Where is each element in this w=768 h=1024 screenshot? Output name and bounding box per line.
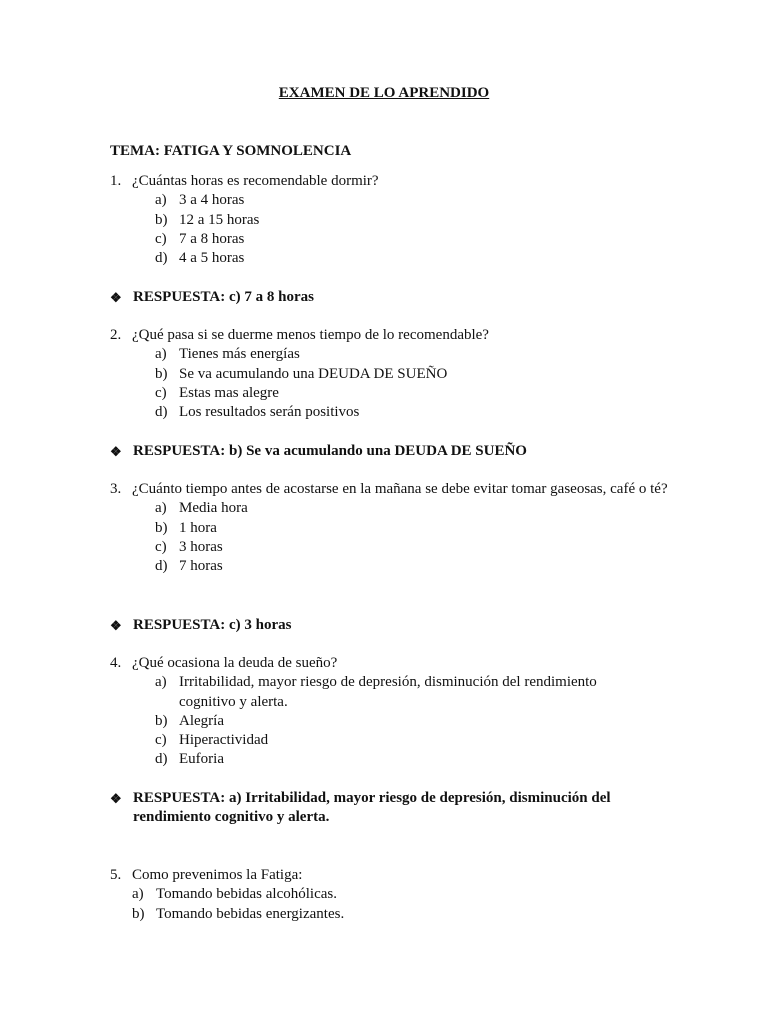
option-item — [155, 731, 625, 750]
exam-topic: TEMA: FATIGA Y SOMNOLENCIA — [110, 143, 352, 159]
option-list — [155, 673, 625, 769]
question-1 — [110, 172, 670, 268]
option-item — [155, 230, 670, 249]
option-item — [155, 403, 670, 422]
option-letter: c) — [155, 384, 167, 401]
question-number: 3. — [110, 481, 122, 497]
option-item — [155, 538, 670, 557]
option-item — [155, 345, 670, 364]
option-item — [155, 191, 670, 210]
question-text: ¿Qué pasa si se duerme menos tiempo de lo recomendable? — [132, 327, 489, 343]
option-letter: d) — [155, 404, 168, 421]
option-letter: c) — [155, 538, 167, 555]
diamond-bullet-icon: ❖ — [110, 791, 122, 806]
option-text: Alegría — [179, 712, 224, 729]
answer-2 — [110, 442, 670, 461]
option-letter: b) — [155, 712, 168, 729]
option-letter: a) — [155, 346, 167, 363]
answer-3 — [110, 616, 670, 635]
diamond-bullet-icon: ❖ — [110, 618, 122, 633]
option-item — [155, 519, 670, 538]
question-2 — [110, 326, 670, 422]
option-text: 7 horas — [179, 558, 223, 575]
option-letter: b) — [155, 519, 168, 536]
question-number: 5. — [110, 867, 122, 883]
answer-4 — [110, 789, 670, 828]
answer-text: RESPUESTA: b) Se va acumulando una DEUDA DE SUEÑO — [133, 443, 527, 459]
option-text: Los resultados serán positivos — [179, 404, 360, 421]
option-item — [132, 885, 670, 904]
option-text: 3 horas — [179, 538, 223, 555]
question-3 — [110, 480, 670, 576]
option-text: Hiperactividad — [179, 732, 269, 749]
answer-text: RESPUESTA: c) 7 a 8 horas — [133, 289, 314, 305]
option-text: Tomando bebidas energizantes. — [156, 905, 345, 922]
diamond-bullet-icon: ❖ — [110, 444, 122, 459]
option-item — [155, 365, 670, 384]
answer-text: RESPUESTA: c) 3 horas — [133, 617, 292, 633]
option-list — [155, 499, 670, 576]
question-text: ¿Cuántas horas es recomendable dormir? — [132, 173, 379, 189]
option-letter: d) — [155, 250, 168, 267]
option-text: 3 a 4 horas — [179, 192, 245, 209]
option-text: Media hora — [179, 500, 248, 517]
question-5 — [110, 866, 670, 924]
question-4 — [110, 654, 670, 770]
option-text: 4 a 5 horas — [179, 250, 245, 267]
option-text: Se va acumulando una DEUDA DE SUEÑO — [179, 365, 448, 382]
option-letter: b) — [155, 211, 168, 228]
option-list — [155, 345, 670, 422]
option-item — [155, 712, 625, 731]
option-letter: a) — [132, 886, 144, 903]
question-text: Como prevenimos la Fatiga: — [132, 867, 303, 883]
option-text: 1 hora — [179, 519, 217, 536]
option-text: Tienes más energías — [179, 346, 300, 363]
option-text: Euforia — [179, 751, 224, 768]
option-letter: a) — [155, 192, 167, 209]
option-letter: b) — [132, 905, 145, 922]
option-letter: c) — [155, 230, 167, 247]
option-text: 12 a 15 horas — [179, 211, 260, 228]
option-text: Irritabilidad, mayor riesgo de depresión, disminución del rendimiento cognitivo y alerta. — [179, 674, 597, 710]
option-item — [155, 384, 670, 403]
option-letter: d) — [155, 751, 168, 768]
question-number: 4. — [110, 655, 122, 671]
option-item — [155, 557, 670, 576]
option-text: Tomando bebidas alcohólicas. — [156, 886, 337, 903]
option-letter: a) — [155, 674, 167, 691]
exam-title: EXAMEN DE LO APRENDIDO — [278, 85, 490, 101]
answer-1 — [110, 288, 670, 307]
option-item — [155, 499, 670, 518]
answer-text: RESPUESTA: a) Irritabilidad, mayor riesgo de depresión, disminución del rendimiento cognitivo y alerta. — [133, 790, 611, 826]
question-number: 2. — [110, 327, 122, 343]
option-letter: a) — [155, 500, 167, 517]
option-letter: d) — [155, 558, 168, 575]
question-text: ¿Cuánto tiempo antes de acostarse en la mañana se debe evitar tomar gaseosas, café o té? — [132, 481, 668, 497]
option-item — [155, 211, 670, 230]
option-list — [132, 885, 670, 924]
diamond-bullet-icon: ❖ — [110, 290, 122, 305]
option-item — [155, 750, 625, 769]
option-item — [155, 673, 625, 712]
option-letter: c) — [155, 732, 167, 749]
option-item — [155, 249, 670, 268]
question-text: ¿Qué ocasiona la deuda de sueño? — [132, 655, 338, 671]
option-text: 7 a 8 horas — [179, 230, 245, 247]
option-list — [155, 191, 670, 268]
option-letter: b) — [155, 365, 168, 382]
question-number: 1. — [110, 173, 122, 189]
option-item — [132, 905, 670, 924]
option-text: Estas mas alegre — [179, 384, 279, 401]
